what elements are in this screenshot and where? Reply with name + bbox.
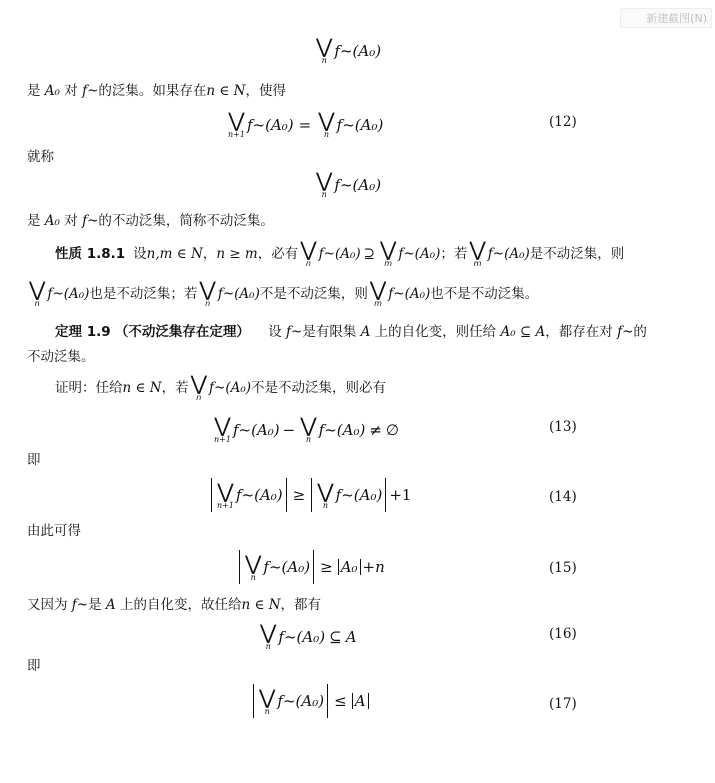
union-operator <box>191 373 207 402</box>
math-text: ；若 <box>440 245 468 262</box>
union-subscript: n <box>34 299 40 308</box>
math-text: ≠ <box>369 420 382 439</box>
union-symbol: ⋁ <box>228 108 245 132</box>
equation-number-14: (14) <box>549 489 577 505</box>
math-text: 的泛集。如果存在 <box>98 83 207 99</box>
union-subscript: m <box>473 259 482 268</box>
union-subscript: n <box>305 435 312 444</box>
math-text: (A₀) <box>334 245 361 262</box>
math-text: ~ <box>283 627 297 646</box>
union-subscript: n <box>321 190 327 199</box>
math-text: ~ <box>339 41 353 60</box>
math-text: f <box>318 420 325 439</box>
math-text: 上的自化变，故任给 <box>119 597 242 613</box>
math-text: ≥ <box>292 486 306 504</box>
absolute-value-bar <box>253 684 254 718</box>
math-text: (A₀) <box>354 115 384 134</box>
math-text: f <box>82 213 88 229</box>
math-text: ，都有 <box>280 597 322 613</box>
math-text: f <box>318 245 324 262</box>
math-text: ~ <box>52 285 64 302</box>
math-text: ~ <box>87 213 99 229</box>
math-text: f <box>487 245 493 262</box>
math-text: ，必有 <box>257 245 299 262</box>
union-operator <box>318 110 334 139</box>
union-symbol: ⋁ <box>29 277 46 301</box>
math-text: f <box>277 692 283 710</box>
union-operator <box>300 415 316 444</box>
text-ji-2: 即 <box>27 658 41 674</box>
math-text: n,m ∈ N <box>146 245 203 262</box>
math-text: n ∈ N <box>241 597 281 613</box>
math-text: f <box>286 324 292 340</box>
math-text: 对 <box>64 83 78 99</box>
math-text: f <box>246 115 253 134</box>
equation-fixed <box>314 170 381 199</box>
math-text: ≤ <box>334 692 347 710</box>
math-text: A <box>345 627 357 646</box>
math-text: (A₀) <box>281 558 311 576</box>
math-text: 又因为 <box>27 597 68 613</box>
union-symbol: ⋁ <box>317 478 334 503</box>
union-symbol: ⋁ <box>300 237 317 261</box>
absolute-value-bar <box>327 684 328 718</box>
math-text: A₀ <box>44 83 60 99</box>
math-text: − <box>282 420 296 439</box>
union-operator <box>29 279 45 308</box>
equation-number-13: (13) <box>549 419 577 435</box>
math-text: f <box>398 245 404 262</box>
math-text: ⊇ <box>363 245 375 262</box>
math-text: f <box>335 486 342 504</box>
math-text: ~ <box>492 245 505 262</box>
union-subscript: n <box>250 572 256 582</box>
math-text: 也是不动泛集；若 <box>89 285 198 302</box>
absolute-value-bar <box>211 478 212 512</box>
union-symbol: ⋁ <box>379 237 397 261</box>
new-screenshot-button[interactable]: 新建截图(N) <box>620 8 712 28</box>
union-operator <box>199 279 215 308</box>
math-text: (A₀) <box>296 627 326 646</box>
math-text: f <box>278 627 284 646</box>
math-text: ， <box>202 245 217 262</box>
math-text: 上的自化变，则任给 <box>374 324 497 340</box>
union-symbol: ⋁ <box>300 413 317 437</box>
union-subscript: n+1 <box>214 435 231 444</box>
absolute-value-bar <box>360 559 361 575</box>
math-text: f <box>47 285 53 302</box>
union-subscript: n <box>321 56 327 65</box>
equation-15 <box>236 550 385 584</box>
math-text: 是有限集 <box>302 324 357 340</box>
union-operator <box>214 415 231 444</box>
math-text: 设 <box>268 324 282 340</box>
math-text: 不是不动泛集，则必有 <box>251 379 387 396</box>
property-1-8-1-line-1 <box>55 239 624 268</box>
text-because <box>27 596 321 614</box>
equation-number-17: (17) <box>549 696 577 712</box>
math-text: ~ <box>268 558 282 576</box>
math-text: 性质 1.8.1 <box>55 245 126 262</box>
union-subscript: m <box>384 259 393 268</box>
math-text: 设 <box>133 245 147 262</box>
math-text: f <box>617 324 623 340</box>
math-text: ~ <box>342 115 355 134</box>
union-symbol: ⋁ <box>318 108 335 132</box>
math-text: (A₀) <box>234 285 260 302</box>
math-text: (A₀) <box>336 420 366 439</box>
math-text: +n <box>362 558 385 576</box>
union-subscript: m <box>374 299 382 308</box>
equation-14 <box>208 478 411 512</box>
union-operator <box>217 478 234 510</box>
math-text: ~ <box>341 486 354 504</box>
math-text: ~ <box>324 420 337 439</box>
math-text: (A₀) <box>352 175 382 194</box>
math-text: f <box>336 115 343 134</box>
math-text: ≥ <box>320 558 333 576</box>
math-text: 的 <box>633 324 647 340</box>
math-text: 是 <box>27 83 41 99</box>
math-text: (A₀) <box>404 285 431 302</box>
equation-12 <box>226 110 383 139</box>
math-text: (A₀) <box>225 379 252 396</box>
math-text: (A₀) <box>352 41 382 60</box>
absolute-value-bar <box>352 693 353 709</box>
math-text: f <box>71 597 77 613</box>
math-text: A₀ <box>340 558 358 576</box>
union-subscript: n <box>264 706 270 716</box>
math-text: ~ <box>76 597 89 613</box>
property-1-8-1-line-2 <box>27 279 538 308</box>
text-ji-1: 即 <box>27 452 41 468</box>
union-operator <box>260 622 276 651</box>
union-operator <box>316 36 332 65</box>
math-text: 定理 1.9 <box>55 324 111 340</box>
union-symbol: ⋁ <box>190 371 207 395</box>
math-text: ，使得 <box>245 83 286 99</box>
math-text: f <box>334 41 340 60</box>
math-text: ，若 <box>161 379 189 396</box>
math-text: ∅ <box>385 420 399 439</box>
math-text: 是 <box>88 597 102 613</box>
math-text: ，都存在对 <box>545 324 613 340</box>
math-text: ~ <box>622 324 634 340</box>
math-text: n ∈ N <box>206 83 246 99</box>
math-text: f <box>263 558 269 576</box>
math-text: (A₀) <box>414 245 441 262</box>
union-subscript: n+1 <box>228 130 245 139</box>
equation-number-15: (15) <box>549 560 577 576</box>
math-text: A <box>360 324 371 340</box>
union-subscript: n <box>205 299 211 308</box>
math-text: ~ <box>222 285 235 302</box>
math-text: 对 <box>64 213 78 229</box>
union-symbol: ⋁ <box>217 478 234 503</box>
union-symbol: ⋁ <box>245 550 262 575</box>
math-text: = <box>298 115 312 134</box>
math-text: (A₀) <box>353 486 383 504</box>
proof-line-1 <box>55 373 386 402</box>
union-operator <box>245 550 262 582</box>
math-text: f <box>235 486 242 504</box>
union-symbol: ⋁ <box>316 168 333 192</box>
math-text: A <box>105 597 116 613</box>
absolute-value-bar <box>313 550 314 584</box>
math-text: (A₀) <box>265 115 294 134</box>
math-text: 是不动泛集，则 <box>529 245 625 262</box>
math-text: f <box>232 420 239 439</box>
math-text: ~ <box>393 285 405 302</box>
math-text: ~ <box>403 245 415 262</box>
absolute-value-bar <box>311 478 312 512</box>
math-text: 证明：任给 <box>55 379 123 396</box>
math-text: f <box>388 285 394 302</box>
union-symbol: ⋁ <box>369 277 387 301</box>
math-text: n ∈ N <box>122 379 162 396</box>
theorem-1-9-line-1 <box>55 323 647 341</box>
math-text: 也不是不动泛集。 <box>430 285 539 302</box>
union-subscript: n <box>305 259 311 268</box>
math-text: ~ <box>87 83 99 99</box>
union-operator <box>380 239 396 268</box>
math-text: n ≥ m <box>216 245 258 262</box>
math-text: (A₀) <box>251 420 280 439</box>
math-text: ⊆ <box>329 627 342 646</box>
math-text: f <box>217 285 223 302</box>
equation-fuzzy-set <box>314 36 381 65</box>
union-subscript: n+1 <box>217 500 234 510</box>
math-text: (A₀) <box>504 245 530 262</box>
union-operator <box>317 478 334 510</box>
math-text: (A₀) <box>254 486 283 504</box>
math-text: ~ <box>291 324 303 340</box>
union-symbol: ⋁ <box>199 277 216 301</box>
union-operator <box>259 684 276 716</box>
union-symbol: ⋁ <box>469 237 486 261</box>
union-symbol: ⋁ <box>260 620 277 644</box>
math-text: f <box>334 175 340 194</box>
text-line-fixed <box>27 212 274 230</box>
equation-16 <box>258 622 357 651</box>
equation-number-12: (12) <box>549 114 577 130</box>
absolute-value-bar <box>286 478 287 512</box>
math-text: ~ <box>323 245 335 262</box>
absolute-value-bar <box>239 550 240 584</box>
math-text: ~ <box>241 486 255 504</box>
math-text: ~ <box>339 175 353 194</box>
equation-13 <box>212 415 399 444</box>
math-text: A₀ ⊆ A <box>500 324 546 340</box>
math-text: A <box>354 692 366 710</box>
equation-17 <box>250 684 371 718</box>
absolute-value-bar <box>368 693 369 709</box>
math-text: ~ <box>214 379 226 396</box>
union-symbol: ⋁ <box>214 413 231 437</box>
math-text: 是 <box>27 213 41 229</box>
math-text: ~ <box>252 115 266 134</box>
union-operator <box>316 170 332 199</box>
union-operator <box>228 110 245 139</box>
union-subscript: n <box>196 393 202 402</box>
math-text: f <box>82 83 88 99</box>
math-text: (A₀) <box>63 285 90 302</box>
union-symbol: ⋁ <box>259 684 276 709</box>
math-text: 不是不动泛集，则 <box>259 285 368 302</box>
text-called: 就称 <box>27 149 54 165</box>
math-text: ~ <box>238 420 252 439</box>
math-text: (A₀) <box>295 692 325 710</box>
absolute-value-bar <box>385 478 386 512</box>
theorem-1-9-line-2: 不动泛集。 <box>27 349 95 365</box>
math-text: ~ <box>282 692 296 710</box>
text-line-1 <box>27 82 286 100</box>
union-operator <box>370 279 386 308</box>
math-text: +1 <box>389 486 412 504</box>
math-text: f <box>209 379 214 396</box>
union-symbol: ⋁ <box>316 34 333 58</box>
equation-number-16: (16) <box>549 626 577 642</box>
union-operator <box>469 239 485 268</box>
math-text: 的不动泛集，简称不动泛集。 <box>98 213 274 229</box>
text-hence: 由此可得 <box>27 523 81 539</box>
math-text: （不动泛集存在定理） <box>114 324 250 340</box>
union-subscript: n <box>323 130 330 139</box>
union-subscript: n <box>265 642 271 651</box>
union-subscript: n <box>322 500 329 510</box>
union-operator <box>300 239 316 268</box>
absolute-value-bar <box>338 559 339 575</box>
math-text: A₀ <box>44 213 60 229</box>
